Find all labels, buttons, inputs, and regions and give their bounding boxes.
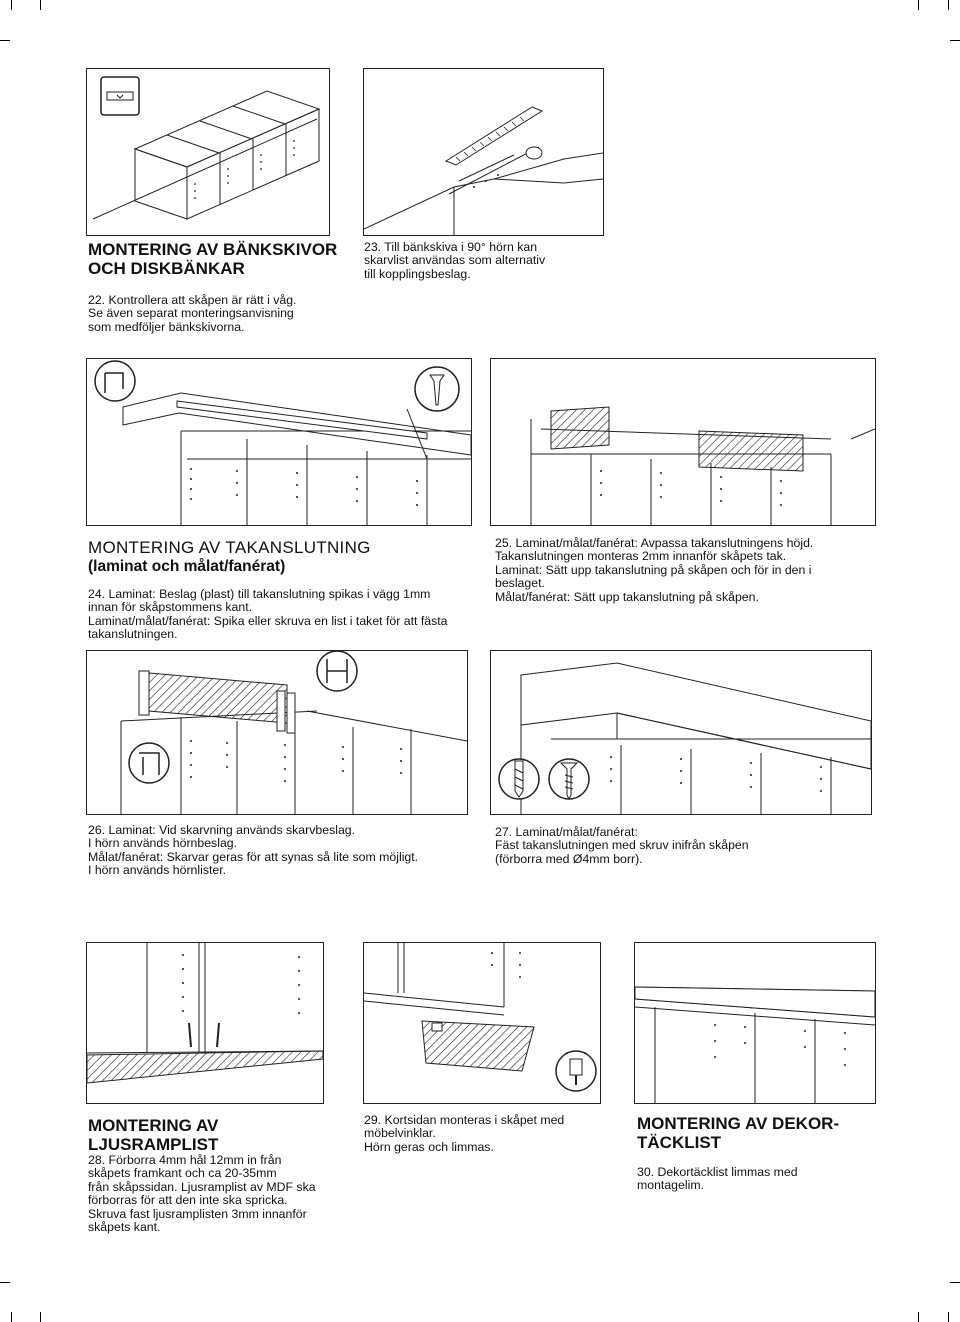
step-29-text bbox=[364, 1114, 604, 1154]
step-25-line: Målat/fanérat: Sätt upp takanslutning på skåpen. bbox=[495, 589, 759, 604]
step-25-text bbox=[495, 537, 875, 604]
crop-mark bbox=[950, 40, 960, 41]
step-25-line: Laminat: Sätt upp takanslutning på skåpen och för in den i bbox=[495, 562, 812, 577]
step-28-line: skåpets framkant och ca 20-35mm bbox=[88, 1166, 277, 1181]
crop-mark bbox=[948, 0, 949, 10]
step-25-line: 25. Laminat/målat/fanérat: Avpassa takanslutningens höjd. bbox=[495, 536, 814, 550]
step-28-line: från skåpssidan. Ljusramplist av MDF ska bbox=[88, 1179, 316, 1194]
step-23-text bbox=[364, 241, 604, 281]
joint-strip bbox=[446, 107, 542, 165]
step-24-text bbox=[88, 588, 483, 642]
level-icon bbox=[101, 77, 139, 115]
step-24-line: Laminat/målat/fanérat: Spika eller skruva en list i taket för att fästa bbox=[88, 613, 448, 628]
crop-mark bbox=[40, 1312, 41, 1322]
step-23-line: 23. Till bänkskiva i 90° hörn kan bbox=[364, 240, 538, 254]
step-26-text bbox=[88, 824, 468, 878]
step-29-line: Hörn geras och limmas. bbox=[364, 1139, 494, 1154]
step-23-line: till kopplingsbeslag. bbox=[364, 266, 471, 281]
illustration-step-30 bbox=[634, 942, 876, 1104]
step-24-line: innan för skåpstommens kant. bbox=[88, 600, 253, 615]
drill-bit-icon bbox=[499, 759, 539, 799]
illustration-step-26 bbox=[86, 650, 468, 815]
subheading-takanslutning: (laminat och målat/fanérat) bbox=[88, 558, 286, 575]
crop-mark bbox=[948, 1312, 949, 1322]
crop-mark bbox=[0, 1282, 10, 1283]
step-26-line: Målat/fanérat: Skarvar geras för att synas så lite som möjligt. bbox=[88, 849, 419, 864]
step-26-line: I hörn används hörnlister. bbox=[88, 863, 227, 878]
step-22-line: som medföljer bänkskivorna. bbox=[88, 319, 245, 334]
step-27-line: Fäst takanslutningen med skruv inifrån skåpen bbox=[495, 838, 749, 853]
step-24-line: 24. Laminat: Beslag (plast) till takanslutning spikas i vägg 1mm bbox=[88, 587, 431, 601]
screw-icon bbox=[549, 759, 589, 799]
step-27-line: (förborra med Ø4mm borr). bbox=[495, 851, 643, 866]
crop-mark bbox=[950, 1282, 960, 1283]
illustration-step-23 bbox=[363, 68, 604, 236]
step-23-line: skarvlist användas som alternativ bbox=[364, 253, 546, 268]
joint-bracket-icon bbox=[317, 651, 357, 691]
step-22-line: Se även separat monteringsanvisning bbox=[88, 306, 294, 321]
illustration-step-22 bbox=[86, 68, 330, 236]
glue-tube-icon bbox=[556, 1051, 596, 1091]
illustration-step-27 bbox=[490, 650, 872, 815]
heading-dekortacklist bbox=[637, 1114, 877, 1152]
crop-mark bbox=[11, 1312, 12, 1322]
illustration-step-24 bbox=[86, 358, 472, 526]
crop-mark bbox=[918, 0, 919, 10]
step-29-line: möbelvinklar. bbox=[364, 1126, 436, 1141]
clip-icon bbox=[95, 361, 135, 401]
step-28-line: Skruva fast ljusramplisten 3mm innanför bbox=[88, 1206, 307, 1221]
heading-line: LJUSRAMPLIST bbox=[88, 1135, 219, 1154]
step-30-line: 30. Dekortäcklist limmas med bbox=[637, 1165, 798, 1179]
step-24-line: takanslutningen. bbox=[88, 627, 178, 642]
step-26-line: 26. Laminat: Vid skarvning används skarvbeslag. bbox=[88, 823, 356, 837]
nail-icon bbox=[415, 367, 459, 411]
crop-mark bbox=[11, 0, 12, 10]
step-28-text bbox=[88, 1154, 358, 1234]
step-29-line: 29. Kortsidan monteras i skåpet med bbox=[364, 1113, 565, 1127]
heading-takanslutning: MONTERING AV TAKANSLUTNING bbox=[88, 538, 371, 557]
step-28-line: skåpets kant. bbox=[88, 1220, 161, 1235]
illustration-step-25 bbox=[490, 358, 876, 526]
step-22-text bbox=[88, 294, 358, 334]
angle-bracket-icon bbox=[432, 1023, 442, 1031]
step-28-line: förborras för att den inte ska spricka. bbox=[88, 1193, 288, 1208]
step-25-line: Takanslutningen monteras 2mm innanför skåpets tak. bbox=[495, 549, 787, 564]
step-27-text bbox=[495, 826, 875, 866]
crop-mark bbox=[40, 0, 41, 10]
step-27-line: 27. Laminat/målat/fanérat: bbox=[495, 825, 638, 839]
crop-mark bbox=[0, 40, 10, 41]
crop-mark bbox=[918, 1312, 919, 1322]
section-dekortacklist bbox=[637, 1114, 877, 1193]
step-28-line: 28. Förborra 4mm hål 12mm in från bbox=[88, 1153, 282, 1167]
corner-bracket-icon bbox=[129, 743, 169, 783]
section-takanslutning bbox=[88, 538, 483, 642]
heading-bankskivor: MONTERING AV BÄNKSKIVOR OCH DISKBÄNKAR bbox=[88, 240, 338, 278]
heading-ljusramplist bbox=[88, 1116, 358, 1154]
illustration-step-28 bbox=[86, 942, 324, 1104]
step-30-line: montagelim. bbox=[637, 1178, 704, 1193]
step-30-text bbox=[637, 1166, 877, 1193]
illustration-step-29 bbox=[363, 942, 601, 1104]
heading-line: MONTERING AV bbox=[88, 1116, 219, 1135]
section-bankskivor bbox=[88, 240, 358, 334]
step-26-line: I hörn används hörnbeslag. bbox=[88, 836, 238, 851]
step-22-line: 22. Kontrollera att skåpen är rätt i våg. bbox=[88, 293, 297, 307]
heading-line: TÄCKLIST bbox=[637, 1133, 722, 1152]
heading-line: MONTERING AV DEKOR- bbox=[637, 1114, 840, 1133]
section-ljusramplist bbox=[88, 1116, 358, 1234]
step-25-line: beslaget. bbox=[495, 576, 545, 591]
